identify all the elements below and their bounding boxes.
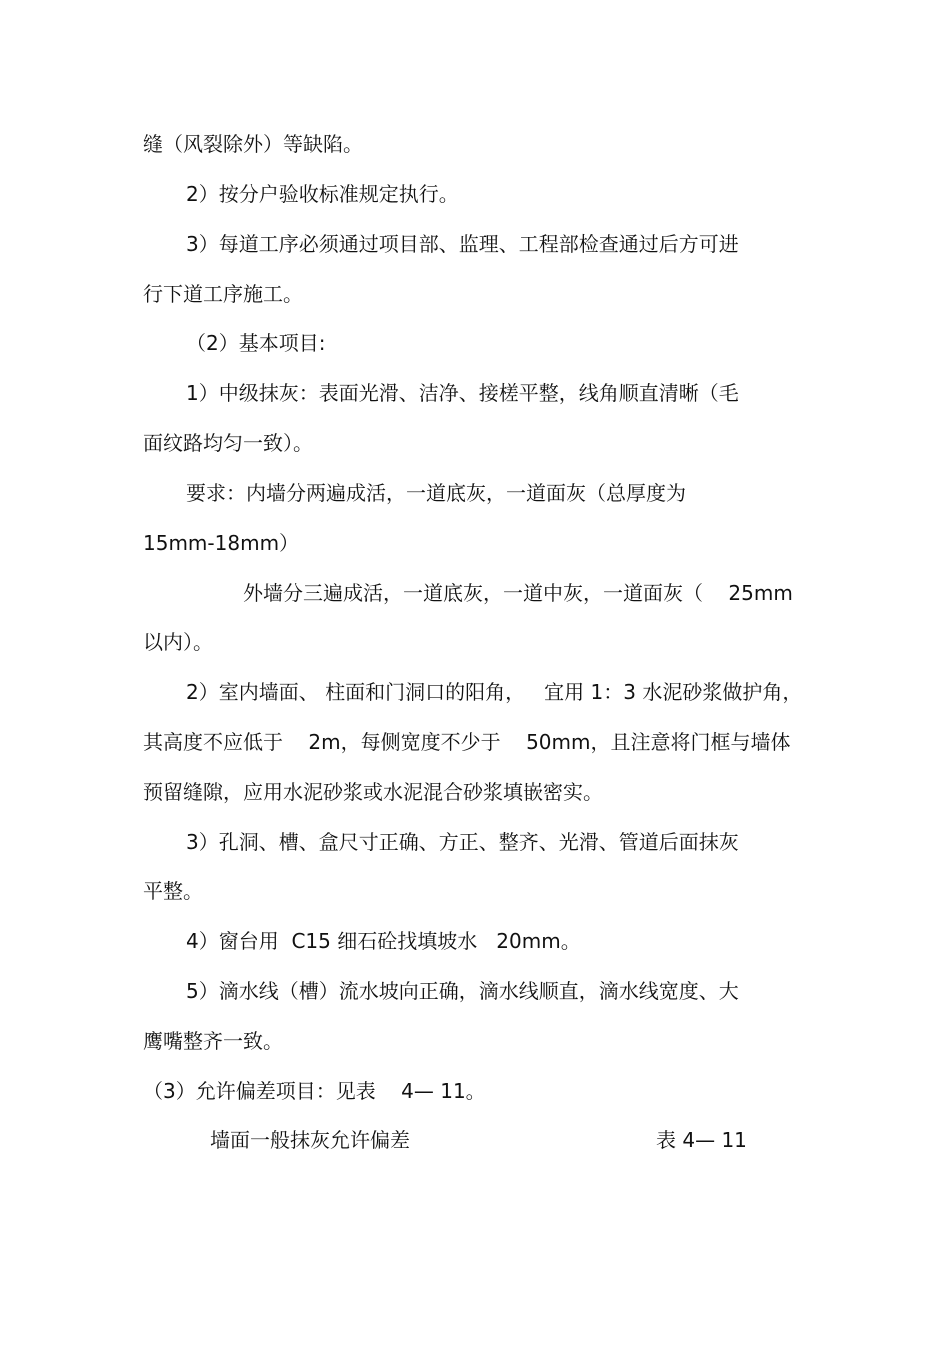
text-line: 其高度不应低于 2m，每侧宽度不少于 50mm，且注意将门框与墙体 [143,730,791,754]
text-line: 平整。 [143,879,203,903]
text-line: 2）室内墙面、 柱面和门洞口的阳角， 宜用 1：3 水泥砂浆做护角， [186,680,803,704]
text-line: 4）窗台用 C15 细石砼找填坡水 20mm。 [186,929,581,953]
text-line: 以内）。 [143,630,213,654]
text-line: 15mm-18mm） [143,531,300,555]
text-line: 缝（风裂除外）等缺陷。 [143,132,363,156]
text-line: 面纹路均匀一致）。 [143,431,313,455]
text-line: 鹰嘴整齐一致。 [143,1029,283,1053]
text-line: 要求：内墙分两遍成活，一道底灰，一道面灰（总厚度为 [186,481,686,505]
table-caption-title: 墙面一般抹灰允许偏差 [210,1128,410,1152]
text-line: 3）孔洞、槽、盒尺寸正确、方正、整齐、光滑、管道后面抹灰 [186,830,739,854]
table-caption-number: 表 4— 11 [656,1128,747,1152]
text-line: 外墙分三遍成活，一道底灰，一道中灰，一道面灰（ 25mm [243,581,793,605]
text-line: 预留缝隙，应用水泥砂浆或水泥混合砂浆填嵌密实。 [143,780,603,804]
text-line: 行下道工序施工。 [143,282,303,306]
text-line: 3）每道工序必须通过项目部、监理、工程部检查通过后方可进 [186,232,739,256]
text-line: 2）按分户验收标准规定执行。 [186,182,459,206]
section-heading: （2）基本项目: [186,331,326,355]
section-heading: （3）允许偏差项目：见表 4— 11。 [143,1079,486,1103]
text-line: 1）中级抹灰：表面光滑、洁净、接槎平整，线角顺直清晰（毛 [186,381,739,405]
text-line: 5）滴水线（槽）流水坡向正确，滴水线顺直，滴水线宽度、大 [186,979,739,1003]
